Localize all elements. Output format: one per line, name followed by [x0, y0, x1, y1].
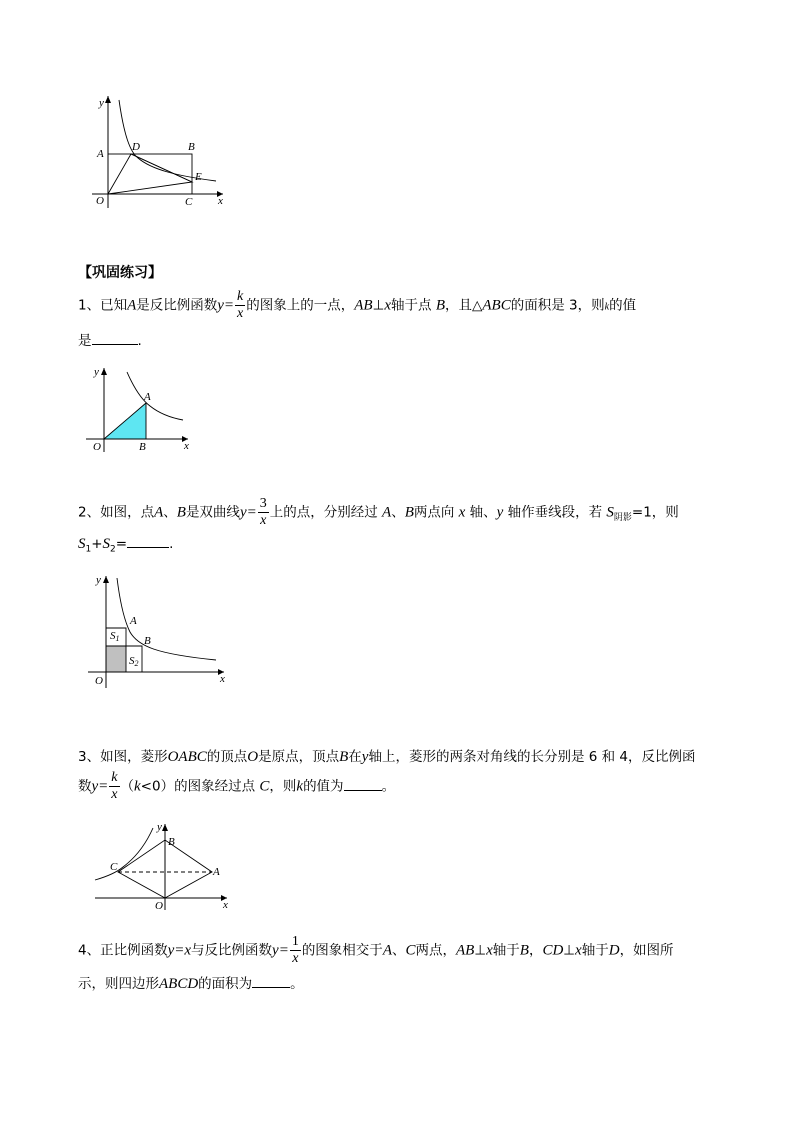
q4-text: 轴于: [581, 942, 609, 959]
label-o: O: [93, 441, 101, 453]
q4-line2: [78, 972, 304, 993]
q3-var: y: [361, 749, 369, 765]
q3-frac-den: x: [111, 787, 118, 802]
label-b: B: [188, 141, 195, 153]
q1-var: k: [604, 301, 610, 313]
figure-rectangle-hyperbola: [88, 90, 238, 220]
y-axis-arrow-icon: [103, 576, 109, 583]
q1-text: 的面积是 3，则: [510, 297, 605, 314]
figure-q2: [86, 570, 236, 695]
q4-var: AB: [456, 942, 475, 959]
q3-text: 。: [381, 778, 396, 795]
q2-var: B: [404, 504, 414, 521]
label-b: B: [139, 441, 146, 453]
q2-var: A: [382, 504, 392, 521]
q2-text: +: [91, 536, 103, 552]
figure-q3-svg: [93, 820, 238, 912]
y-axis-arrow-icon: [105, 96, 111, 103]
q4-text: 轴于: [492, 942, 520, 959]
q2-text: 轴、: [469, 504, 497, 521]
label-o: O: [95, 675, 103, 687]
q2-text: 2、如图，点: [78, 504, 155, 521]
label-a: A: [213, 866, 220, 878]
q1-text: .: [137, 333, 142, 349]
q3-var: k: [296, 778, 304, 795]
q3-var: O: [247, 749, 259, 765]
q2-var: B: [176, 504, 186, 521]
q2-var: y=: [239, 504, 257, 521]
q2-text: 上的点，分别经过: [269, 504, 378, 521]
q1-var: ABC: [482, 297, 511, 314]
q4-text: 。: [290, 976, 304, 992]
q3-var: k: [134, 778, 141, 795]
label-x: x: [218, 195, 223, 207]
label-o: O: [155, 900, 163, 912]
figure-q1: [84, 362, 204, 454]
q2-text: =: [115, 536, 128, 552]
q4-var: y=x: [167, 942, 192, 959]
label-a: A: [144, 391, 151, 403]
q4-text: 、: [391, 942, 406, 959]
q3-text: 轴上，菱形的两条对角线的长分别是 6 和 4，反比例函: [368, 749, 696, 765]
label-y: y: [157, 821, 162, 833]
q2-sub: 2: [110, 544, 116, 555]
q4-text: 两点，: [415, 942, 456, 959]
triangle-ode: [108, 154, 192, 194]
q2-text: 是双曲线: [185, 504, 240, 521]
q1-var: A: [127, 297, 137, 314]
q2-fraction: [258, 496, 269, 529]
q3-text: 的顶点: [206, 749, 248, 765]
q4-text: 的面积为: [198, 976, 253, 992]
q1-text: 的值: [609, 297, 637, 314]
section-title: 【巩固练习】: [78, 265, 162, 281]
q2-var: S: [102, 536, 111, 552]
q2-var: x: [458, 504, 466, 521]
q3-fraction: [109, 770, 119, 803]
figure-q2-svg: [86, 570, 236, 695]
q2-text: 、: [391, 504, 405, 521]
q4-frac-num: 1: [291, 934, 299, 949]
label-o: O: [96, 195, 104, 207]
q4-frac-den: x: [292, 951, 299, 966]
answer-blank[interactable]: [92, 343, 138, 345]
label-c: C: [185, 196, 193, 208]
figure-q3-rhombus: [93, 820, 238, 912]
q4-var: C: [405, 942, 416, 959]
q3-frac-num: k: [111, 770, 118, 785]
q4-text: 示，则四边形: [78, 976, 159, 992]
q1-text: 是反比例函数: [136, 297, 218, 314]
perp-symbol: ⊥: [474, 942, 487, 959]
label-y: y: [96, 574, 101, 586]
y-axis-arrow-icon: [101, 368, 107, 375]
q2-text: 两点向: [413, 504, 455, 521]
q1-fraction: [235, 289, 245, 322]
q1-var: B: [435, 297, 445, 314]
q1-var: y=: [217, 297, 235, 314]
y-axis-arrow-icon: [162, 824, 168, 831]
q4-text: ，: [528, 942, 543, 959]
q4-var: CD: [542, 942, 564, 959]
q2-frac-num: 3: [259, 496, 267, 511]
figure-q1-svg: [84, 362, 204, 454]
label-b: B: [168, 836, 175, 848]
q2-text: =1，则: [631, 504, 679, 521]
q3-text: ，则: [269, 778, 297, 795]
q4-var: x: [575, 942, 582, 959]
answer-blank[interactable]: [127, 546, 169, 548]
q3-text: 是原点，顶点: [258, 749, 340, 765]
q3-var: B: [339, 749, 349, 765]
q3-text: 数: [78, 778, 92, 795]
segment-de: [131, 154, 192, 182]
q1-frac-num: k: [237, 289, 244, 304]
q3-text: <0）的图象经过点: [140, 778, 256, 795]
perp-symbol: ⊥: [372, 297, 385, 314]
q1-text: 1、已知: [78, 297, 128, 314]
label-d: D: [132, 141, 140, 153]
label-e: E: [195, 171, 202, 183]
q2-text: 、: [163, 504, 177, 521]
figure-rectangle-hyperbola-svg: [88, 90, 238, 220]
q4-var: D: [608, 942, 620, 959]
label-c: C: [110, 861, 118, 873]
q4-text: ，如图所: [619, 942, 674, 959]
q4-text: 4、正比例函数: [78, 942, 168, 959]
q2-var: y: [496, 504, 504, 521]
q2-var: A: [154, 504, 164, 521]
q3-line2: [78, 770, 395, 803]
label-x: x: [220, 673, 225, 685]
q3-var: C: [259, 778, 270, 795]
q4-text: 的图象相交于: [301, 942, 383, 959]
label-x: x: [184, 440, 189, 452]
q1-text: 是: [78, 333, 92, 349]
q3-var: OABC: [167, 749, 207, 765]
q1-text: ，且△: [445, 297, 483, 314]
q1-var: x: [384, 297, 392, 314]
label-a: A: [130, 615, 137, 627]
q1-frac-den: x: [237, 306, 244, 321]
answer-blank[interactable]: [252, 986, 290, 988]
q2-var: S: [606, 504, 614, 521]
q3-text: 的值为: [303, 778, 344, 795]
q2-var: S: [78, 536, 86, 552]
q2-text: .: [169, 536, 174, 552]
q1-text: 轴于点: [391, 297, 432, 314]
q2-sub: 1: [85, 544, 92, 555]
q4-text: 与反比例函数: [191, 942, 273, 959]
label-s1-letter: S: [110, 630, 116, 642]
shaded-rectangle: [106, 646, 126, 672]
q1-var: AB: [354, 297, 373, 314]
perp-symbol: ⊥: [563, 942, 576, 959]
q4-var: x: [486, 942, 493, 959]
q1-line2: [78, 329, 142, 349]
q3-text: （: [120, 778, 134, 795]
q1-text: 的图象上的一点，: [246, 297, 355, 314]
label-s2-sub: 2: [134, 659, 139, 668]
answer-blank[interactable]: [344, 789, 382, 791]
label-s1-sub: 1: [115, 634, 120, 643]
label-y: y: [94, 366, 99, 378]
q2-sub: 阴影: [613, 513, 632, 524]
q3-text: 在: [348, 749, 362, 765]
q4-var: A: [382, 942, 392, 959]
q2-line1: [78, 496, 679, 529]
q3-text: 3、如图，菱形: [78, 749, 168, 765]
label-s1: [110, 630, 120, 643]
q2-frac-den: x: [260, 513, 267, 528]
label-a: A: [97, 148, 104, 160]
label-s2: [129, 655, 139, 668]
label-y: y: [99, 97, 104, 109]
q3-line1: [78, 745, 696, 766]
q4-var: ABCD: [159, 976, 199, 992]
q2-line2: [78, 536, 173, 555]
q4-line1: [78, 934, 674, 967]
q4-fraction: [290, 934, 301, 967]
q4-var: B: [519, 942, 529, 959]
q3-var: y=: [91, 778, 109, 795]
q1-line1: [78, 289, 636, 322]
label-s2-letter: S: [129, 655, 135, 667]
q2-text: 轴作垂线段，若: [507, 504, 603, 521]
label-x: x: [223, 899, 228, 911]
q4-var: y=: [272, 942, 289, 959]
label-b: B: [144, 635, 151, 647]
